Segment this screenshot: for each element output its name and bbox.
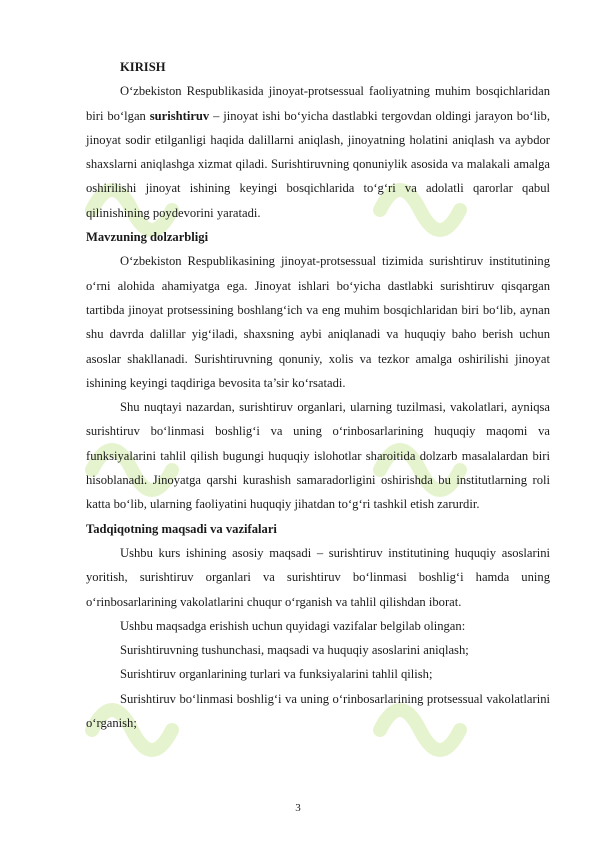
term-surishtiruv: surishtiruv: [149, 108, 210, 123]
task-item: Surishtiruv organlarining turlari va funksiyalarini tahlil qilish;: [120, 667, 433, 682]
paragraph-intro: [86, 79, 550, 225]
paragraph-tasks-intro: Ushbu maqsadga erishish uchun quyidagi vazifalar belgilab olingan:: [120, 618, 466, 633]
paragraph-intro-pre: O‘zbekiston Respublikasida jinoyat-protsessual faoliyatning muhim bosqichlaridan biri bo‘lgan: [86, 84, 550, 123]
paragraph-intro-post: – jinoyat ishi bo‘yicha dastlabki tergovdan oldingi jarayon bo‘lib, jinoyat sodir etilganligi haqida dalillarni aniqlash, jinoyatning holatini aniqlash va aybdor shaxslarni aniqlashga xizmat qiladi. Surishtiruvning qonuniylik asosida va malakali amalga oshirilishi jinoyat ishining keyingi bosqichlarida to‘g‘ri va adolatli qarorlar qabul qilinishining poydevorini yaratadi.: [86, 108, 550, 220]
task-item: Surishtiruvning tushunchasi, maqsadi va huquqiy asoslarini aniqlash;: [120, 643, 469, 658]
section-title-goals: Tadqiqotning maqsadi va vazifalari: [86, 521, 277, 536]
heading-kirish: KIRISH: [120, 60, 166, 74]
section-title-relevance: Mavzuning dolzarbligi: [86, 230, 209, 245]
page-number: 3: [295, 802, 301, 814]
paragraph-relevance-2: Shu nuqtayi nazardan, surishtiruv organlari, ularning tuzilmasi, vakolatlari, ayniqsa surishtiruv bo‘linmasi boshlig‘i va uning o‘rinbosarlarining huquqiy maqomi va funksiyalarini tahlil qilish bugungi huquqiy islohotlar sharoitida dolzarb masalalardan biri hisoblanadi. Jinoyatga qarshi kurashish samaradorligini oshirishda bu institutlarning roli katta bo‘lib, ularning faoliyatini huquqiy jihatdan to‘g‘ri tashkil etish zarurdir.: [86, 400, 550, 512]
task-item: Surishtiruv bo‘linmasi boshlig‘i va uning o‘rinbosarlarining protsessual vakolatlarini o‘rganish;: [86, 691, 550, 731]
paragraph-relevance-1: O‘zbekiston Respublikasining jinoyat-protsessual tizimida surishtiruv institutining o‘rni alohida ahamiyatga ega. Jinoyat ishlari bo‘yicha dastlabki surishtiruv qisqargan tartibda jinoyat protsessining boshlang‘ich va eng muhim bosqichlaridan biri bo‘lib, aynan shu davrda dalillar yig‘iladi, shaxsning aybi aniqlanadi va huquqiy baho berish uchun asoslar shakllanadi. Surishtiruvning qonuniy, xolis va tezkor amalga oshirilishi jinoyat ishining keyingi taqdiriga bevosita ta’sir ko‘rsatadi.: [86, 254, 550, 390]
paragraph-goal: Ushbu kurs ishining asosiy maqsadi – surishtiruv institutining huquqiy asoslarini yoritish, surishtiruv organlari va surishtiruv bo‘linmasi boshlig‘i hamda uning o‘rinbosarlarining vakolatlarini chuqur o‘rganish va tahlil qilishdan iborat.: [86, 545, 550, 609]
